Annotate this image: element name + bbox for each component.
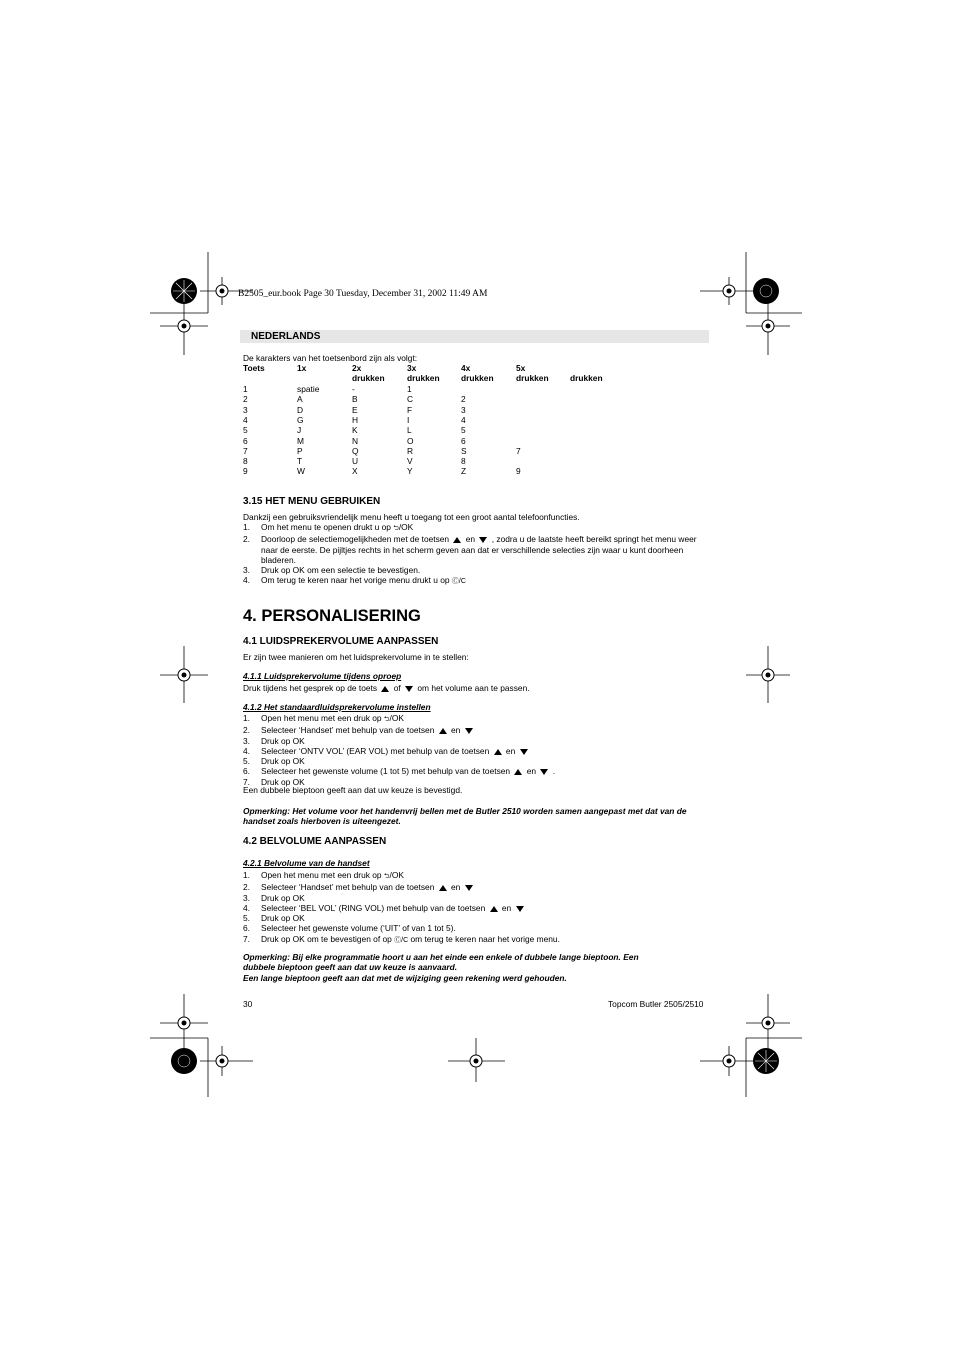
- table-cell: H: [352, 414, 359, 425]
- table-cell: 2: [461, 394, 466, 405]
- table-header-cell: 3x: [407, 363, 417, 373]
- list-number: 1.: [243, 522, 250, 532]
- list-number: 2.: [243, 725, 250, 736]
- list-item: [243, 756, 713, 766]
- list-text: en: [499, 902, 514, 913]
- table-cell: 9: [243, 466, 248, 477]
- list-item: [243, 934, 713, 946]
- section-4-1-intro: Er zijn twee manieren om het luidsprekervolume in te stellen:: [243, 652, 469, 662]
- print-info-line: B2505_eur.book Page 30 Tuesday, December 31, 2002 11:49 AM: [238, 289, 488, 299]
- list-item: [243, 893, 713, 903]
- list-text: en: [448, 725, 463, 736]
- arrow-down-icon: [540, 769, 548, 775]
- arrow-up-icon: [490, 906, 498, 912]
- arrow-down-icon: [520, 749, 528, 755]
- ok-menu-icon: ⮌: [383, 716, 390, 723]
- subsection-4-1-1-title: 4.1.1 Luidsprekervolume tijdens oproep: [243, 671, 402, 681]
- arrow-down-icon: [405, 686, 413, 692]
- table-cell: T: [297, 456, 303, 467]
- table-cell: Q: [352, 445, 359, 456]
- table-header-cell: drukken: [407, 373, 440, 383]
- list-text: Druk op OK: [261, 776, 305, 787]
- page-number: 30: [243, 999, 253, 1009]
- table-header-cell: drukken: [352, 373, 385, 383]
- list-text: Selecteer het gewenste volume (‘UIT’ of van 1 tot 5).: [261, 923, 456, 934]
- table-cell: O: [407, 435, 414, 446]
- arrow-up-icon: [514, 769, 522, 775]
- table-header-cell: Toets: [243, 363, 265, 373]
- section-3-15-title: 3.15 HET MENU GEBRUIKEN: [243, 496, 381, 507]
- list-number: 3.: [243, 892, 250, 903]
- list-item: [243, 565, 713, 575]
- table-cell: V: [407, 456, 413, 467]
- table-cell: 6: [461, 435, 466, 446]
- table-cell: 4: [243, 414, 248, 425]
- footer-product: Topcom Butler 2505/2510: [608, 999, 704, 1009]
- table-cell: spatie: [297, 384, 320, 394]
- arrow-up-icon: [439, 885, 447, 891]
- table-cell: 4: [461, 414, 466, 425]
- list-text: Selecteer ‘Handset’ met behulp van de toetsen: [261, 882, 437, 893]
- list-number: 5.: [243, 756, 250, 767]
- list-number: 4.: [243, 902, 250, 913]
- table-cell: L: [407, 425, 412, 436]
- list-text: Druk op OK: [261, 735, 305, 746]
- list-text: , zodra u de laatste heeft bereikt springt het menu weer naar de eerste. De pijltjes rechts in het scherm geven aan dat er verschillende selecties zijn waar u kunt doorheen bladeren.: [261, 534, 697, 565]
- table-header-cell: 2x: [352, 363, 362, 373]
- list-text: Selecteer het gewenste volume (1 tot 5) met behulp van de toetsen: [261, 766, 513, 777]
- section-3-15-list: [243, 522, 713, 588]
- list-item: [243, 746, 713, 756]
- table-cell: U: [352, 456, 359, 467]
- list-text: Selecteer ‘BEL VOL’ (RING VOL) met behulp van de toetsen: [261, 902, 488, 913]
- list-text: en: [524, 766, 539, 777]
- arrow-up-icon: [439, 728, 447, 734]
- arrow-up-icon: [494, 749, 502, 755]
- c-back-icon: Ⓒ/C: [451, 578, 466, 586]
- list-text: en: [448, 882, 463, 893]
- table-cell: D: [297, 404, 304, 415]
- arrow-down-icon: [465, 728, 473, 734]
- table-cell: 7: [243, 445, 248, 456]
- list-number: 1.: [243, 713, 250, 723]
- table-cell: R: [407, 445, 414, 456]
- table-header-cell: drukken: [461, 373, 494, 383]
- table-header-cell: 4x: [461, 363, 471, 373]
- list-number: 5.: [243, 913, 250, 924]
- list-text: Open het menu met een druk op: [261, 870, 384, 880]
- list-number: 3.: [243, 735, 250, 746]
- table-cell: X: [352, 466, 358, 477]
- table-cell: F: [407, 404, 413, 415]
- table-cell: 3: [461, 404, 466, 415]
- list-number: 2.: [243, 882, 250, 893]
- c-back-icon: Ⓒ/C: [394, 936, 409, 944]
- subsection-4-2-1-title: 4.2.1 Belvolume van de handset: [243, 858, 370, 868]
- list-text: Om terug te keren naar het vorige menu drukt u op: [261, 575, 452, 586]
- ok-menu-icon: ⮌: [393, 525, 399, 532]
- table-cell: P: [297, 445, 303, 456]
- table-header-cell: drukken: [570, 373, 603, 383]
- section-4-2-title: 4.2 BELVOLUME AANPASSEN: [243, 836, 387, 847]
- note-line: dubbele bieptoon geeft aan dat uw keuze is aanvaard.: [243, 962, 458, 973]
- list-text: Druk op OK: [261, 892, 305, 903]
- text: of: [391, 683, 404, 693]
- list-item: [243, 534, 713, 565]
- list-text: Druk op OK: [261, 913, 305, 924]
- arrow-up-icon: [453, 537, 461, 543]
- table-cell: 6: [243, 435, 248, 446]
- list-text: en: [503, 745, 518, 756]
- list-number: 7.: [243, 933, 250, 944]
- list-text: Om het menu te openen drukt u op: [261, 522, 394, 532]
- section-3-15-intro: Dankzij een gebruiksvriendelijk menu heeft u toegang tot een groot aantal telefoonfuncties.: [243, 512, 580, 522]
- table-cell: -: [352, 384, 355, 394]
- list-number: 6.: [243, 766, 250, 777]
- list-item: [243, 522, 713, 534]
- list-text: /OK: [398, 522, 414, 532]
- section-4-1-after: Een dubbele bieptoon geeft aan dat uw keuze is bevestigd.: [243, 785, 463, 795]
- table-cell: Z: [461, 466, 467, 477]
- arrow-down-icon: [465, 885, 473, 891]
- list-text: Selecteer ‘Handset’ met behulp van de toetsen: [261, 725, 437, 736]
- text: om het volume aan te passen.: [415, 683, 530, 693]
- list-item: [243, 766, 713, 776]
- list-item: [243, 713, 713, 725]
- section-4-1-title: 4.1 LUIDSPREKERVOLUME AANPASSEN: [243, 636, 439, 647]
- list-item: [243, 870, 713, 882]
- table-cell: 9: [516, 466, 521, 477]
- list-text: Druk op OK om een selectie te bevestigen.: [261, 565, 421, 576]
- table-cell: 5: [243, 425, 248, 436]
- table-cell: W: [297, 466, 305, 477]
- list-text: /OK: [389, 870, 404, 880]
- table-cell: N: [352, 435, 359, 446]
- list-text: om terug te keren naar het vorige menu.: [408, 933, 560, 944]
- list-item: [243, 903, 713, 913]
- table-cell: A: [297, 394, 303, 405]
- subsection-4-1-2-title: 4.1.2 Het standaardluidsprekervolume instellen: [243, 702, 431, 712]
- section-4-2-list: [243, 870, 713, 946]
- table-cell: C: [407, 394, 414, 405]
- chapter-title: 4. PERSONALISERING: [243, 607, 421, 625]
- text: Druk tijdens het gesprek op de toets: [243, 683, 380, 693]
- table-header-cell: drukken: [516, 373, 549, 383]
- note-line: Opmerking: Bij elke programmatie hoort u aan het einde een enkele of dubbele lange bieptoon. Een: [243, 952, 639, 962]
- table-cell: 5: [461, 425, 466, 436]
- section-4-1-note: Opmerking: Het volume voor het handenvrij bellen met de Butler 2510 worden samen aangepast met dat van de handset zoals hierboven is uiteengezet.: [243, 806, 687, 827]
- table-header-cell: 5x: [516, 363, 526, 373]
- table-cell: Y: [407, 466, 413, 477]
- list-number: 4.: [243, 745, 250, 756]
- list-number: 7.: [243, 776, 250, 787]
- list-item: [243, 575, 713, 587]
- arrow-down-icon: [479, 537, 487, 543]
- table-cell: 8: [243, 456, 248, 467]
- list-text: Open het menu met een druk op: [261, 713, 384, 723]
- table-cell: J: [297, 425, 302, 436]
- table-cell: E: [352, 404, 358, 415]
- list-item: [243, 882, 713, 892]
- table-cell: 8: [461, 456, 466, 467]
- arrow-up-icon: [381, 686, 389, 692]
- table-cell: I: [407, 414, 410, 425]
- list-item: [243, 725, 713, 735]
- table-cell: 2: [243, 394, 248, 405]
- list-number: 1.: [243, 870, 250, 880]
- table-cell: 1: [407, 384, 412, 394]
- table-cell: S: [461, 445, 467, 456]
- list-item: [243, 736, 713, 746]
- table-header-cell: 1x: [297, 363, 307, 373]
- table-cell: 1: [243, 384, 248, 394]
- list-number: 6.: [243, 923, 250, 934]
- list-text: Druk op OK om te bevestigen of op: [261, 933, 395, 944]
- table-cell: M: [297, 435, 304, 446]
- section-4-1-list: [243, 713, 713, 787]
- list-text: Selecteer ‘ONTV VOL’ (EAR VOL) met behulp van de toetsen: [261, 745, 492, 756]
- language-label: NEDERLANDS: [251, 331, 321, 342]
- table-cell: G: [297, 414, 304, 425]
- table-cell: B: [352, 394, 358, 405]
- subsection-4-1-1-text: [243, 683, 530, 693]
- list-number: 3.: [243, 565, 250, 576]
- list-item: [243, 913, 713, 923]
- list-text: Druk op OK: [261, 756, 305, 767]
- list-text: en: [463, 534, 478, 545]
- table-cell: 7: [516, 445, 521, 456]
- list-text: /OK: [389, 713, 404, 723]
- table-intro: De karakters van het toetsenbord zijn als volgt:: [243, 353, 418, 363]
- list-item: [243, 923, 713, 933]
- list-text: Doorloop de selectiemogelijkheden met de toetsen: [261, 534, 452, 545]
- table-cell: K: [352, 425, 358, 436]
- note-line: Een lange bieptoon geeft aan dat met de wijziging geen rekening werd gehouden.: [243, 972, 567, 983]
- ok-menu-icon: ⮌: [383, 873, 390, 880]
- list-text: .: [550, 766, 556, 777]
- list-number: 4.: [243, 575, 250, 586]
- list-number: 2.: [243, 534, 250, 545]
- section-4-2-note: [243, 952, 713, 983]
- arrow-down-icon: [516, 906, 524, 912]
- table-cell: 3: [243, 404, 248, 415]
